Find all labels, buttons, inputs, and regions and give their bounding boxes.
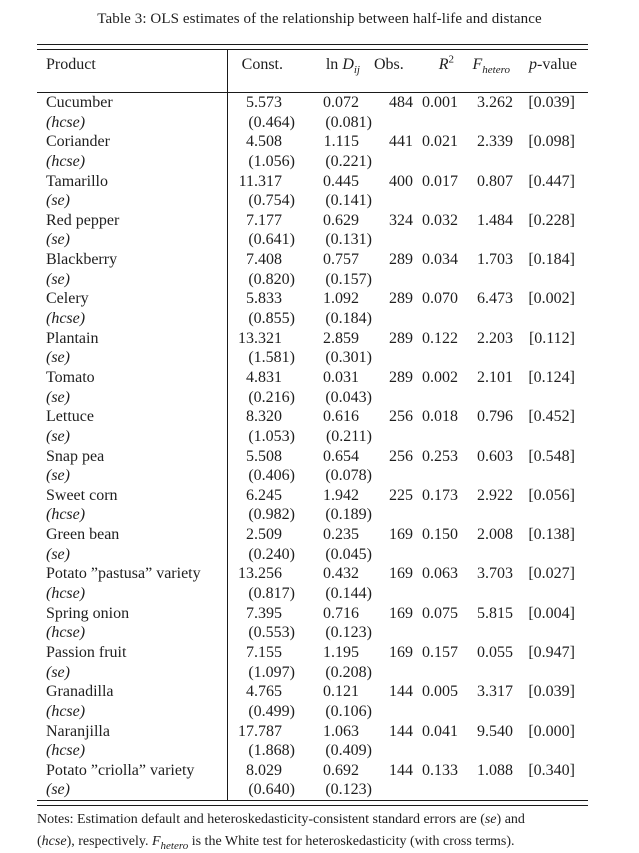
ols-table [37,44,588,806]
se-type-label: (se) [37,545,228,565]
product-name: Potato ”pastusa” variety [37,564,228,584]
const-se: (0.641) [248,231,295,249]
empty-cell [415,545,460,565]
empty-cell [415,702,460,722]
ln-operator: ln [325,56,343,73]
table-row [37,525,588,564]
empty-cell [515,270,588,290]
r2-value: 0.041 [422,722,458,740]
table-row [37,643,588,682]
const-estimate: 4.765 [246,683,282,701]
const-estimate: 5.833 [246,290,282,308]
empty-cell [374,741,415,761]
table-row [37,486,588,525]
empty-cell [460,230,515,250]
fhetero-value: 1.088 [477,761,513,779]
product-name: Naranjilla [37,722,228,742]
r2-value: 0.034 [422,251,458,269]
table-row [37,329,588,368]
const-se: (0.817) [248,585,295,603]
fhetero-value: 6.473 [477,290,513,308]
r2-value: 0.021 [422,133,458,151]
table-body [37,93,588,800]
table-row [37,368,588,407]
empty-cell [415,113,460,133]
lndij-se: (0.106) [325,702,372,720]
product-name: Red pepper [37,211,228,231]
empty-cell [415,348,460,368]
empty-cell [460,505,515,525]
empty-cell [460,348,515,368]
fhetero-value: 2.203 [477,329,513,347]
const-estimate: 2.509 [246,526,282,544]
empty-cell [374,545,415,565]
empty-cell [415,466,460,486]
table-row [37,211,588,250]
r2-value: 0.253 [422,447,458,465]
pvalue: [0.039] [528,94,575,111]
r2-value: 0.017 [422,172,458,190]
f-subscript: hetero [160,839,189,852]
const-estimate: 11.317 [238,172,282,190]
table-row [37,250,588,289]
obs-value: 289 [389,368,413,386]
product-name: Granadilla [37,682,228,702]
table-header-row [37,50,588,92]
r2-value: 0.157 [422,643,458,661]
product-name: Tomato [37,368,228,388]
lndij-estimate: 0.757 [323,251,359,269]
distance-variable: D [342,56,354,73]
se-type-label: (hcse) [37,623,228,643]
const-se: (0.499) [248,702,295,720]
pvalue: [0.004] [528,604,575,622]
empty-cell [515,741,588,761]
pvalue: [0.056] [528,486,575,504]
lndij-se: (0.144) [325,585,372,603]
obs-value: 144 [389,761,413,779]
col-header-product: Product [37,50,228,92]
empty-cell [415,309,460,329]
product-name: Cucumber [37,93,228,113]
product-name: Spring onion [37,604,228,624]
empty-cell [415,152,460,172]
bottom-rule [37,800,588,806]
obs-value: 256 [389,447,413,465]
fhetero-value: 3.703 [477,565,513,583]
empty-cell [415,663,460,683]
empty-cell [460,780,515,800]
empty-cell [515,152,588,172]
lndij-estimate: 0.235 [323,526,359,544]
empty-cell [415,270,460,290]
const-se: (0.553) [248,624,295,642]
obs-value: 256 [389,408,413,426]
obs-value: 324 [389,211,413,229]
product-name: Snap pea [37,447,228,467]
lndij-estimate: 1.092 [323,290,359,308]
table-row [37,447,588,486]
empty-cell [374,466,415,486]
empty-cell [374,702,415,722]
r2-value: 0.032 [422,211,458,229]
lndij-estimate: 0.072 [323,94,359,111]
fhetero-value: 2.922 [477,486,513,504]
empty-cell [460,545,515,565]
r2-value: 0.122 [422,329,458,347]
empty-cell [460,388,515,408]
table-row [37,604,588,643]
obs-value: 289 [389,329,413,347]
const-estimate: 7.408 [246,251,282,269]
notes-line-2: (hcse), respectively. $F_{hetero}$ is the White test for heteroskedasticity (with cross terms). [37,834,515,852]
se-type-label: (hcse) [37,113,228,133]
empty-cell [415,741,460,761]
table-row [37,172,588,211]
product-name: Celery [37,289,228,309]
lndij-estimate: 0.031 [323,368,359,386]
se-type-label: (se) [37,388,228,408]
lndij-se: (0.409) [325,742,372,760]
const-se: (1.581) [248,349,295,367]
pvalue: [0.228] [528,211,575,229]
table-row [37,564,588,603]
r2-value: 0.075 [422,604,458,622]
empty-cell [374,780,415,800]
pvalue: [0.002] [528,290,575,308]
empty-cell [415,427,460,447]
lndij-se: (0.123) [325,624,372,642]
lndij-se: (0.184) [325,310,372,328]
lndij-estimate: 0.432 [323,565,359,583]
empty-cell [415,191,460,211]
obs-value: 289 [389,251,413,269]
pvalue: [0.452] [528,408,575,426]
pvalue: [0.112] [528,329,575,347]
se-type-label: (se) [37,663,228,683]
lndij-estimate: 2.859 [323,329,359,347]
pvalue: [0.548] [528,447,575,465]
f-subscript: hetero [482,64,510,77]
pvalue: [0.340] [528,761,575,779]
lndij-estimate: 0.445 [323,172,359,190]
se-type-label: (se) [37,427,228,447]
lndij-estimate: 1.195 [323,643,359,661]
se-type-label: (hcse) [37,309,228,329]
const-se: (1.053) [248,427,295,445]
empty-cell [460,663,515,683]
empty-cell [374,191,415,211]
r2-value: 0.070 [422,290,458,308]
se-type-label: (se) [37,270,228,290]
se-type-label: (hcse) [37,152,228,172]
product-name: Sweet corn [37,486,228,506]
empty-cell [515,388,588,408]
lndij-se: (0.208) [325,663,372,681]
se-type-label: (hcse) [37,702,228,722]
table-row [37,289,588,328]
hcse-abbrev: hcse [41,834,67,849]
empty-cell [374,230,415,250]
lndij-se: (0.141) [325,192,372,210]
col-header-fhetero [460,50,515,92]
pvalue: [0.027] [528,565,575,583]
pvalue: [0.098] [528,133,575,151]
r2-value: 0.150 [422,526,458,544]
const-estimate: 13.256 [238,565,282,583]
empty-cell [515,584,588,604]
const-se: (0.240) [248,545,295,563]
fhetero-value: 1.703 [477,251,513,269]
empty-cell [415,505,460,525]
empty-cell [515,309,588,329]
const-se: (0.982) [248,506,295,524]
product-name: Potato ”criolla” variety [37,761,228,781]
empty-cell [515,545,588,565]
obs-value: 144 [389,683,413,701]
se-type-label: (hcse) [37,584,228,604]
table-row [37,132,588,171]
empty-cell [415,388,460,408]
fhetero-value: 0.796 [477,408,513,426]
const-se: (0.464) [248,113,295,131]
empty-cell [460,152,515,172]
empty-cell [460,309,515,329]
se-type-label: (se) [37,780,228,800]
lndij-se: (0.045) [325,545,372,563]
empty-cell [415,623,460,643]
se-type-label: (hcse) [37,741,228,761]
empty-cell [460,584,515,604]
product-name: Coriander [37,132,228,152]
empty-cell [515,623,588,643]
fhetero-value: 3.262 [477,94,513,111]
lndij-se: (0.081) [325,113,372,131]
se-type-label: (hcse) [37,505,228,525]
product-name: Tamarillo [37,172,228,192]
lndij-estimate: 0.716 [323,604,359,622]
empty-cell [515,113,588,133]
lndij-se: (0.043) [325,388,372,406]
empty-cell [415,230,460,250]
const-estimate: 6.245 [246,486,282,504]
empty-cell [374,663,415,683]
empty-cell [415,780,460,800]
pvalue: [0.000] [528,722,575,740]
empty-cell [374,113,415,133]
col-header-pvalue [515,50,588,92]
lndij-estimate: 1.115 [323,133,359,151]
lndij-estimate: 0.629 [323,211,359,229]
fhetero-value: 2.008 [477,526,513,544]
const-estimate: 13.321 [238,329,282,347]
table-notes [37,809,609,853]
empty-cell [460,466,515,486]
const-estimate: 8.029 [246,761,282,779]
empty-cell [374,309,415,329]
fhetero-value: 0.055 [477,643,513,661]
empty-cell [515,230,588,250]
lndij-se: (0.221) [325,152,372,170]
fhetero-value: 2.101 [477,368,513,386]
empty-cell [515,466,588,486]
fhetero-value: 1.484 [477,211,513,229]
empty-cell [515,702,588,722]
empty-cell [515,348,588,368]
const-estimate: 7.395 [246,604,282,622]
empty-cell [415,584,460,604]
lndij-se: (0.131) [325,231,372,249]
lndij-se: (0.211) [325,427,372,445]
r2-value: 0.133 [422,761,458,779]
empty-cell [460,623,515,643]
empty-cell [515,191,588,211]
empty-cell [515,427,588,447]
lndij-se: (0.157) [325,270,372,288]
pvalue: [0.138] [528,526,575,544]
empty-cell [374,623,415,643]
empty-cell [460,113,515,133]
const-se: (1.868) [248,742,295,760]
obs-value: 169 [389,526,413,544]
const-se: (0.754) [248,192,295,210]
col-header-lndij [297,50,374,92]
table-row [37,682,588,721]
lndij-se: (0.189) [325,506,372,524]
lndij-estimate: 1.063 [323,722,359,740]
pvalue: [0.447] [528,172,575,190]
obs-value: 441 [389,133,413,151]
distance-subscript: ij [353,64,360,77]
fhetero-value: 3.317 [477,683,513,701]
const-estimate: 7.177 [246,211,282,229]
r-superscript: 2 [448,53,454,66]
product-name: Passion fruit [37,643,228,663]
se-type-label: (se) [37,191,228,211]
lndij-estimate: 0.654 [323,447,359,465]
const-estimate: 17.787 [238,722,282,740]
product-name: Green bean [37,525,228,545]
const-se: (0.406) [248,467,295,485]
se-type-label: (se) [37,348,228,368]
fhetero-value: 5.815 [477,604,513,622]
const-estimate: 4.831 [246,368,282,386]
p-variable: p [529,56,538,73]
empty-cell [460,741,515,761]
r2-value: 0.173 [422,486,458,504]
empty-cell [374,584,415,604]
const-estimate: 8.320 [246,408,282,426]
const-se: (0.216) [248,388,295,406]
pvalue: [0.947] [528,643,575,661]
obs-value: 225 [389,486,413,504]
se-type-label: (se) [37,466,228,486]
const-se: (1.097) [248,663,295,681]
se-type-label: (se) [37,230,228,250]
pvalue: [0.039] [528,683,575,701]
table-row [37,407,588,446]
lndij-estimate: 0.692 [323,761,359,779]
table-row [37,93,588,132]
empty-cell [460,702,515,722]
col-header-const: Const. [241,56,283,73]
obs-value: 169 [389,604,413,622]
r2-value: 0.018 [422,408,458,426]
pvalue: [0.124] [528,368,575,386]
empty-cell [515,505,588,525]
notes-line-1: Notes: Estimation default and heteroskedasticity-consistent standard errors are (se) and [37,812,525,827]
empty-cell [374,348,415,368]
product-name: Blackberry [37,250,228,270]
empty-cell [374,388,415,408]
empty-cell [460,270,515,290]
obs-value: 484 [389,94,413,111]
empty-cell [374,505,415,525]
const-estimate: 5.508 [246,447,282,465]
const-estimate: 4.508 [246,133,282,151]
lndij-estimate: 0.121 [323,683,359,701]
obs-value: 169 [389,565,413,583]
f-variable: F [472,56,483,73]
table-caption: Table 3: OLS estimates of the relationship between half-life and distance [97,11,542,27]
fhetero-value: 9.540 [477,722,513,740]
obs-value: 289 [389,290,413,308]
empty-cell [515,780,588,800]
const-estimate: 7.155 [246,643,282,661]
empty-cell [460,191,515,211]
table-row [37,722,588,761]
col-header-r2 [415,50,460,92]
r-variable: R [438,56,449,73]
product-name: Plantain [37,329,228,349]
lndij-estimate: 1.942 [323,486,359,504]
p-value-suffix: -value [537,56,577,73]
empty-cell [374,270,415,290]
r2-value: 0.005 [422,683,458,701]
se-abbrev: se [484,812,497,827]
r2-value: 0.002 [422,368,458,386]
table-row [37,761,588,800]
const-se: (0.855) [248,310,295,328]
empty-cell [515,663,588,683]
const-se: (0.640) [248,781,295,799]
const-estimate: 5.573 [246,94,282,111]
empty-cell [460,427,515,447]
fhetero-value: 0.603 [477,447,513,465]
obs-value: 400 [389,172,413,190]
empty-cell [374,427,415,447]
fhetero-value: 2.339 [477,133,513,151]
obs-value: 144 [389,722,413,740]
r2-value: 0.063 [422,565,458,583]
lndij-se: (0.078) [325,467,372,485]
obs-value: 169 [389,643,413,661]
col-header-obs: Obs. [374,56,404,73]
lndij-se: (0.301) [325,349,372,367]
lndij-se: (0.123) [325,781,372,799]
const-se: (1.056) [248,152,295,170]
fhetero-value: 0.807 [477,172,513,190]
f-variable: F [151,834,161,849]
empty-cell [374,152,415,172]
product-name: Lettuce [37,407,228,427]
pvalue: [0.184] [528,251,575,269]
const-se: (0.820) [248,270,295,288]
lndij-estimate: 0.616 [323,408,359,426]
r2-value: 0.001 [422,94,458,111]
